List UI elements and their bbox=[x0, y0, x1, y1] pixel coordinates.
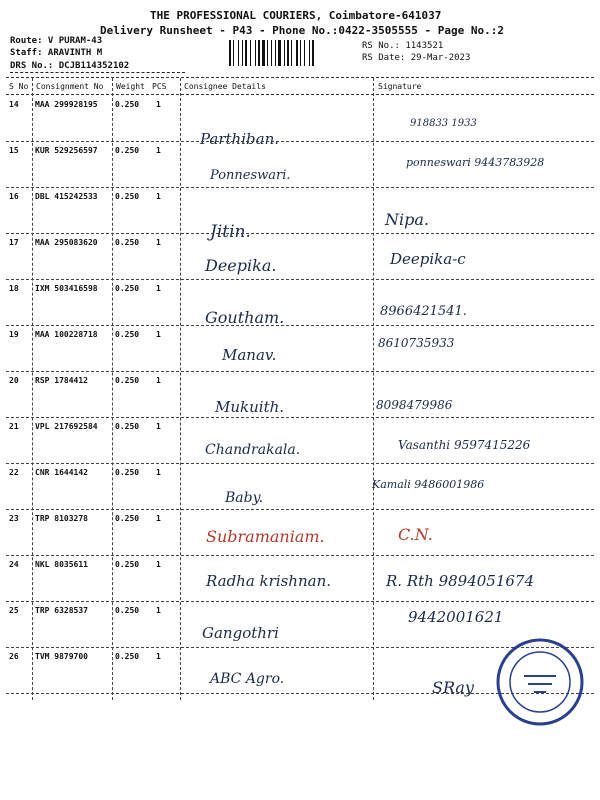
row-sno: 24 bbox=[9, 560, 19, 569]
row-sno: 14 bbox=[9, 100, 19, 109]
signature-handwriting: 8098479986 bbox=[376, 398, 453, 412]
consignee-handwriting: Manav. bbox=[222, 346, 277, 364]
signature-handwriting: ponneswari 9443783928 bbox=[406, 156, 545, 169]
row-sno: 25 bbox=[9, 606, 19, 615]
barcode-bar bbox=[250, 40, 251, 66]
row-sno: 16 bbox=[9, 192, 19, 201]
table-row bbox=[0, 234, 600, 280]
barcode-bar bbox=[229, 40, 231, 66]
row-consignment-no: DBL 415242533 bbox=[35, 192, 98, 201]
barcode-bar bbox=[245, 40, 247, 66]
company-stamp bbox=[494, 636, 586, 728]
barcode-bar bbox=[238, 40, 239, 66]
row-consignment-no: TRP 6328537 bbox=[35, 606, 88, 615]
consignee-handwriting: Gangothri bbox=[202, 624, 279, 642]
barcode-bar bbox=[284, 40, 285, 66]
rs-number: RS No.: 1143521 bbox=[362, 41, 444, 51]
barcode-bar bbox=[267, 40, 268, 66]
consignee-handwriting: Parthiban. bbox=[200, 130, 279, 148]
table-row bbox=[0, 326, 600, 372]
header-top-rule bbox=[6, 77, 594, 78]
signature-handwriting: 8610735933 bbox=[378, 336, 455, 350]
barcode-bar bbox=[233, 40, 234, 66]
barcode-bar bbox=[258, 40, 260, 66]
barcode-bar bbox=[291, 40, 292, 66]
signature-handwriting: 8966421541. bbox=[380, 304, 467, 319]
barcode-bar bbox=[312, 40, 314, 66]
col-header-consignment: Consignment No bbox=[36, 82, 104, 91]
header-bottom-rule bbox=[6, 94, 594, 95]
signature-handwriting: Kamali 9486001986 bbox=[372, 478, 485, 491]
consignee-handwriting: ABC Agro. bbox=[210, 671, 285, 687]
row-sno: 20 bbox=[9, 376, 19, 385]
row-pcs: 1 bbox=[156, 422, 161, 431]
consignee-handwriting: Jitin. bbox=[210, 222, 251, 242]
row-weight: 0.250 bbox=[115, 100, 140, 109]
table-row bbox=[0, 372, 600, 418]
row-consignment-no: IXM 503416598 bbox=[35, 284, 98, 293]
table-row bbox=[0, 142, 600, 188]
row-pcs: 1 bbox=[156, 330, 161, 339]
row-pcs: 1 bbox=[156, 100, 161, 109]
row-pcs: 1 bbox=[156, 652, 161, 661]
col-header-weight: Weight bbox=[116, 82, 145, 91]
row-sno: 26 bbox=[9, 652, 19, 661]
company-title: THE PROFESSIONAL COURIERS, Coimbatore-641037 bbox=[150, 9, 442, 22]
row-weight: 0.250 bbox=[115, 652, 140, 661]
col-header-signature: Signature bbox=[378, 82, 422, 91]
barcode-bar bbox=[262, 40, 265, 66]
barcode-bar bbox=[300, 40, 301, 66]
row-pcs: 1 bbox=[156, 376, 161, 385]
row-consignment-no: TRP 8103278 bbox=[35, 514, 88, 523]
row-pcs: 1 bbox=[156, 192, 161, 201]
row-weight: 0.250 bbox=[115, 468, 140, 477]
barcode-bar bbox=[287, 40, 289, 66]
signature-handwriting: Nipa. bbox=[385, 210, 429, 229]
row-pcs: 1 bbox=[156, 238, 161, 247]
row-pcs: 1 bbox=[156, 606, 161, 615]
table-row bbox=[0, 280, 600, 326]
table-row bbox=[0, 556, 600, 602]
row-weight: 0.250 bbox=[115, 330, 140, 339]
barcode-bar bbox=[278, 40, 281, 66]
staff-label: Staff: ARAVINTH M bbox=[10, 48, 103, 58]
table-row bbox=[0, 96, 600, 148]
row-consignment-no: VPL 217692584 bbox=[35, 422, 98, 431]
row-consignment-no: CNR 1644142 bbox=[35, 468, 88, 477]
row-weight: 0.250 bbox=[115, 560, 140, 569]
row-consignment-no: TVM 9879700 bbox=[35, 652, 88, 661]
runsheet-title: Delivery Runsheet - P43 - Phone No.:0422-3505555 - Page No.:2 bbox=[100, 24, 504, 37]
consignee-handwriting: Ponneswari. bbox=[210, 168, 291, 183]
row-consignment-no: RSP 1784412 bbox=[35, 376, 88, 385]
table-row bbox=[0, 510, 600, 556]
consignee-handwriting: Chandrakala. bbox=[205, 442, 301, 458]
signature-handwriting: Vasanthi 9597415226 bbox=[398, 438, 531, 452]
row-pcs: 1 bbox=[156, 468, 161, 477]
row-weight: 0.250 bbox=[115, 238, 140, 247]
consignee-handwriting: Deepika. bbox=[205, 256, 277, 275]
col-header-consignee: Consignee Details bbox=[184, 82, 266, 91]
row-weight: 0.250 bbox=[115, 146, 140, 155]
drs-number: DRS No.: DCJB114352102 bbox=[10, 61, 130, 71]
table-row bbox=[0, 464, 600, 510]
consignee-handwriting: Radha krishnan. bbox=[206, 572, 332, 590]
row-consignment-no: MAA 299928195 bbox=[35, 100, 98, 109]
barcode-bar bbox=[296, 40, 298, 66]
row-consignment-no: MAA 295083620 bbox=[35, 238, 98, 247]
table-row bbox=[0, 188, 600, 242]
row-sno: 22 bbox=[9, 468, 19, 477]
signature-handwriting: Deepika-c bbox=[390, 250, 466, 268]
row-weight: 0.250 bbox=[115, 422, 140, 431]
consignee-handwriting: Mukuith. bbox=[215, 398, 285, 416]
drs-underline bbox=[10, 72, 185, 73]
barcode bbox=[228, 40, 356, 66]
row-weight: 0.250 bbox=[115, 606, 140, 615]
row-sno: 19 bbox=[9, 330, 19, 339]
row-consignment-no: KUR 529256597 bbox=[35, 146, 98, 155]
row-weight: 0.250 bbox=[115, 284, 140, 293]
row-pcs: 1 bbox=[156, 514, 161, 523]
barcode-bar bbox=[309, 40, 310, 66]
row-consignment-no: NKL 8035611 bbox=[35, 560, 88, 569]
row-pcs: 1 bbox=[156, 284, 161, 293]
col-header-pcs: PCS bbox=[152, 82, 167, 91]
barcode-bar bbox=[275, 40, 276, 66]
row-sno: 18 bbox=[9, 284, 19, 293]
row-weight: 0.250 bbox=[115, 514, 140, 523]
row-pcs: 1 bbox=[156, 146, 161, 155]
row-consignment-no: MAA 100228718 bbox=[35, 330, 98, 339]
barcode-bar bbox=[255, 40, 256, 66]
barcode-bar bbox=[242, 40, 243, 66]
rs-date: RS Date: 29-Mar-2023 bbox=[362, 53, 471, 63]
consignee-handwriting: Goutham. bbox=[205, 308, 285, 327]
barcode-bar bbox=[271, 40, 272, 66]
row-weight: 0.250 bbox=[115, 376, 140, 385]
route-label: Route: V PURAM-43 bbox=[10, 36, 103, 46]
row-sno: 23 bbox=[9, 514, 19, 523]
signature-handwriting: 918833 1933 bbox=[410, 118, 477, 129]
signature-handwriting: C.N. bbox=[398, 525, 433, 544]
consignee-handwriting: Subramaniam. bbox=[206, 527, 325, 546]
col-header-sno: S No bbox=[9, 82, 29, 91]
signature-handwriting: R. Rth 9894051674 bbox=[386, 572, 535, 590]
table-row bbox=[0, 418, 600, 464]
row-sno: 15 bbox=[9, 146, 19, 155]
row-pcs: 1 bbox=[156, 560, 161, 569]
barcode-bar bbox=[304, 40, 305, 66]
row-sno: 17 bbox=[9, 238, 19, 247]
row-sno: 21 bbox=[9, 422, 19, 431]
row-weight: 0.250 bbox=[115, 192, 140, 201]
consignee-handwriting: Baby. bbox=[225, 490, 264, 506]
signature-handwriting: 9442001621 bbox=[408, 608, 504, 626]
signature-handwriting: SRay bbox=[432, 678, 474, 697]
